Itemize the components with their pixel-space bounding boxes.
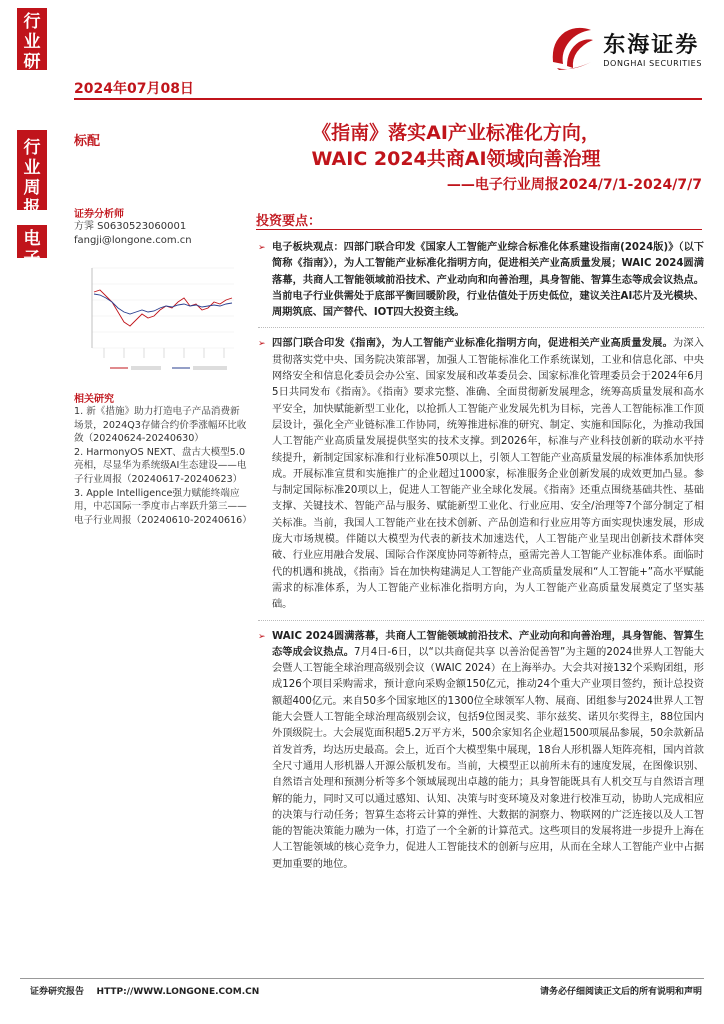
highlight-bullet [258,240,704,321]
title-line-1: 《指南》落实AI产业标准化方向， [312,122,600,144]
report-title [210,120,702,194]
footer-disclaimer: 请务必仔细阅读正文后的所有说明和声明 [539,987,702,997]
sector-performance-chart [74,262,244,374]
report-date: 2024年07月08日 [74,81,194,97]
industry-rating: 标配 [74,134,101,149]
highlight-bullet [258,629,704,873]
footer-divider [20,978,704,979]
highlight-bold: WAIC 2024圆满落幕，共商人工智能领域前沿技术、产业动向和向善治理，具身智能、智算生态等成会议热点。 [272,630,704,658]
related-item[interactable]: 1. 新《措施》助力打造电子产品消费新场景，2024Q3存储合约价季涨幅环比收敛（20240624-20240630） [74,406,247,445]
related-research-heading: 相关研究 [74,394,114,405]
highlight-bullet [258,336,704,613]
footer-left[interactable]: 证券研究报告 HTTP://WWW.LONGONE.COM.CN [30,987,260,997]
analyst-info [74,220,192,248]
chart-series-1-line [94,290,232,326]
title-subtitle: ——电子行业周报2024/7/1-2024/7/7 [446,177,702,193]
analyst-name: 方霁 S0630523060001 [74,221,187,232]
logo-mark-icon [547,22,597,74]
related-research-list [74,405,252,527]
analyst-heading: 证券分析师 [74,209,124,220]
report-kind-tag: 行 业 周 报 [17,130,47,210]
chart-x-ticks [104,348,224,358]
bullet-arrow-icon: ➢ [258,339,266,350]
highlights-divider [256,229,702,230]
highlight-bold: 电子板块观点：四部门联合印发《国家人工智能产业综合标准化体系建设指南(2024版)》（以下简称《指南》），为人工智能产业标准化指明方向，促进相关产业高质量发展；WAIC 2024圆满落幕，共商人工智能领域前沿技术、产业动向和向善治理，具身智能、智算生态等成会议热点。当前电子行业供需处于底部平衡回暖阶段，行业估值处于历史低位，建议关注AI芯片及光模块、周期筑底、国产替代、IOT四大投资主线。 [272,242,704,319]
header-divider [74,98,702,100]
investment-highlights-heading: 投资要点： [256,214,322,229]
bullet-arrow-icon: ➢ [258,631,266,642]
highlight-text: 为深入贯彻落实党中央、国务院决策部署，加强人工智能标准化工作系统谋划，工业和信息化部、中央网络安全和信息化委员会办公室、国家发展和改革委员会、国家标准化管理委员会于2024年6月5日共同发布《指南》。《指南》要求完整、准确、全面贯彻新发展理念，统筹高质量发展和高水平安全，加快赋能新型工业化，以抢抓人工智能产业发展先机为目标，完善人工智能标准工作顶层设计，强化全产业链标准工作协同，统筹推进标准的研究、制定、实施和国际化，为推动我国人工智能产业高质量发展提供坚实的技术支撑。到2026年，标准与产业科技创新的联动水平持续提升，新制定国家标准和行业标准50项以上，引领人工智能产业高质量发展的标准体系加快形成。开展标准宣贯和实施推广的企业超过1000家，标准服务企业创新发展的成效更加凸显。参与制定国际标准20项以上，促进人工智能产业全球化发展。《指南》还重点围绕基础共性、基础支撑、关键技术、智能产品与服务、赋能新型工业化、行业应用、安全/治理等7个部分制定了相关标准。当前，我国人工智能产业在技术创新、产品创造和行业应用等方面实现快速发展，形成庞大市场规模。伴随以大模型为代表的新技术加速迭代，人工智能产业呈现出创新技术群体突破、行业应用融合发展、国际合作深度协同等新特点，亟需完善人工智能产业标准体系。面临时代的机遇和挑战，《指南》旨在加快构建满足人工智能产业高质量发展和“人工智能+”高水平赋能需求的标准体系，为人工智能产业标准化指明方向，为人工智能产业高质量发展奠定了坚实基础。 [272,338,704,611]
analyst-email[interactable]: fangji@longone.com.cn [74,235,192,246]
related-item[interactable]: 3. Apple Intelligence强力赋能终端应用，中芯国际一季度市占率跃升第三——电子行业周报（20240610-20240616） [74,487,252,526]
bullet-separator [258,327,704,328]
title-line-2: WAIC 2024共商AI领域向善治理 [311,148,601,170]
bullet-separator [258,620,704,621]
company-logo [547,22,702,74]
related-item[interactable]: 2. HarmonyOS NEXT、盘古大模型5.0亮相，尽显华为系统级AI生态建设——电子行业周报（20240617-20240623） [74,446,247,485]
sector-tag: 电 子 [17,225,47,258]
logo-text-en: DONGHAI SECURITIES [603,59,702,68]
report-type-tag: 行 业 研 究 [17,8,47,70]
highlight-bold: 四部门联合印发《指南》，为人工智能产业标准化指明方向，促进相关产业高质量发展。 [272,338,673,350]
investment-highlights [258,240,704,879]
chart-legend [110,366,227,370]
chart-series-2-line [94,294,232,314]
bullet-arrow-icon: ➢ [258,243,266,253]
highlight-text: 7月4日-6日，以“以共商促共享 以善治促善智”为主题的2024世界人工智能大会暨人工智能全球治理高级别会议（WAIC 2024）在上海举办。大会共对接132个采购团组，形成126个项目采购需求，预计意向采购金额150亿元，推动24个重大产业项目签约，预计总投资额超400亿元。来自50多个国家地区的1300位全球领军人物、展商、团组参与2024世界人工智能大会暨人工智能全球治理高级别会议，包括9位图灵奖、菲尔兹奖、诺贝尔奖得主，88位国内外顶级院士。大会展览面积超5.2万平方米，500余家知名企业超1500项展品参展，50余款新品首发首秀，均达历史最高。会上，近百个大模型集中展现，18台人形机器人矩阵亮相，国内首款全尺寸通用人形机器人开源公版机发布。当前，大模型正以前所未有的速度发展，在图像识别、自然语言处理和预测分析等多个领域展现出卓越的能力；具身智能既具有人机交互与自然语言理解的能力，同时又可以通过感知、认知、决策与时变环境及对象进行校准互动，协助人完成相应的决策与行动任务；智算生态将云计算的弹性、大数据的洞察力、物联网的广泛连接以及人工智能的智能决策能力融为一体，打造了一个全新的计算范式。这些项目的发展将进一步提升上海在人工智能领域的核心竞争力，促进人工智能技术的创新与应用，从而在全球人工智能产业中占据更加重要的地位。 [272,646,705,870]
logo-text-cn: 东海证券 [603,33,700,58]
